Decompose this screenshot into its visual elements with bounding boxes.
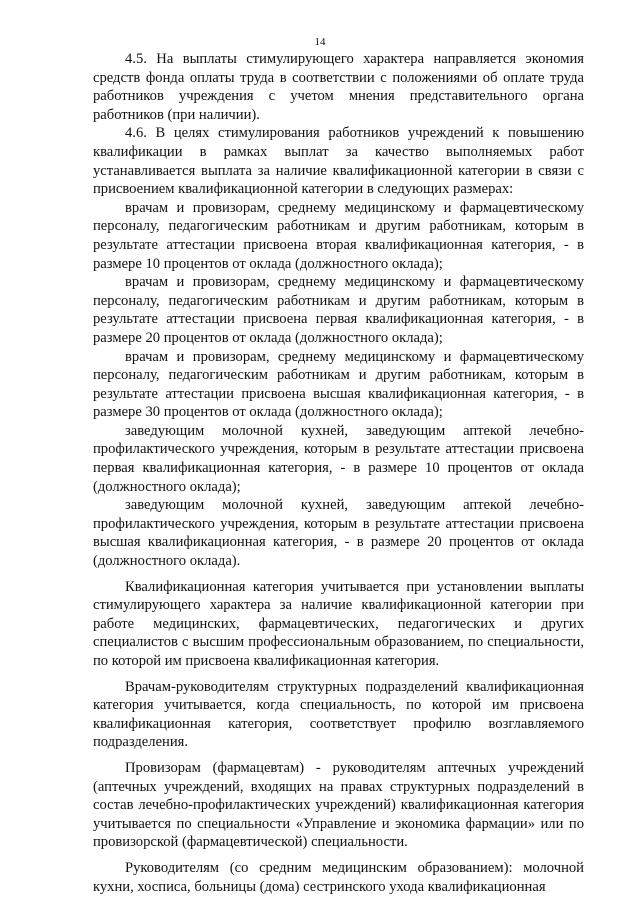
paragraph-category-accounting: Квалификационная категория учитывается при установлении выплаты стимулирующего характера за наличие квалификационной категории при работе медицинских, фармацевтических, педагогических и других специалистов с высшим профессиональным образованием, по специальности, по которой им присвоена квалификационная категория.: [93, 578, 584, 669]
paragraph-nurse-heads: Руководителям (со средним медицинским образованием): молочной кухни, хосписа, больницы (дома) сестринского ухода квалификационная: [93, 859, 584, 895]
paragraph-highest-category: врачам и провизорам, среднему медицинскому и фармацевтическому персоналу, педагогическим работникам и другим работникам, которым в результате аттестации присвоена высшая квалификационная категория, - в размере 30 процентов от оклада (должностного оклада);: [93, 348, 584, 421]
paragraph-dairy-kitchen-highest: заведующим молочной кухней, заведующим аптекой лечебно-профилактического учреждения, которым в результате аттестации присвоена высшая квалификационная категория, - в размере 20 процентов от оклада (должностного оклада).: [93, 497, 584, 570]
paragraph-4-6: 4.6. В целях стимулирования работников учреждений к повышению квалификации в рамках выплат за качество выполняемых работ устанавливается выплата за наличие квалификационной категории в связи с присвоением квалификационной категории в следующих размерах:: [93, 125, 584, 198]
paragraph-second-category: врачам и провизорам, среднему медицинскому и фармацевтическому персоналу, педагогическим работникам и другим работникам, которым в результате аттестации присвоена вторая квалификационная категория, - в размере 10 процентов от оклада (должностного оклада);: [93, 199, 584, 272]
paragraph-dairy-kitchen-first: заведующим молочной кухней, заведующим аптекой лечебно-профилактического учреждения, которым в результате аттестации присвоена первая квалификационная категория, - в размере 10 процентов от оклада (должностного оклада);: [93, 422, 584, 495]
page-number: 14: [314, 36, 326, 48]
document-body: [93, 50, 584, 896]
paragraph-4-5: 4.5. На выплаты стимулирующего характера направляется экономия средств фонда оплаты труда в соответствии с положениями об оплате труда работников учреждения с учетом мнения представительного органа работников (при наличии).: [93, 51, 584, 123]
paragraph-pharmacists: Провизорам (фармацевтам) - руководителям аптечных учреждений (аптечных учреждений, входящих на правах структурных подразделений в состав лечебно-профилактических учреждений) квалификационная категория учитывается по специальности «Управление и экономика фармации» или по провизорской (фармацевтической) специальности.: [93, 759, 584, 851]
paragraph-doctor-heads: Врачам-руководителям структурных подразделений квалификационная категория учитывается, когда специальность, по которой им присвоена квалификационная категория, соответствует профилю возглавляемого подразделения.: [93, 678, 584, 751]
paragraph-first-category: врачам и провизорам, среднему медицинскому и фармацевтическому персоналу, педагогическим работникам и другим работникам, которым в результате аттестации присвоена первая квалификационная категория, - в размере 20 процентов от оклада (должностного оклада);: [93, 274, 584, 346]
